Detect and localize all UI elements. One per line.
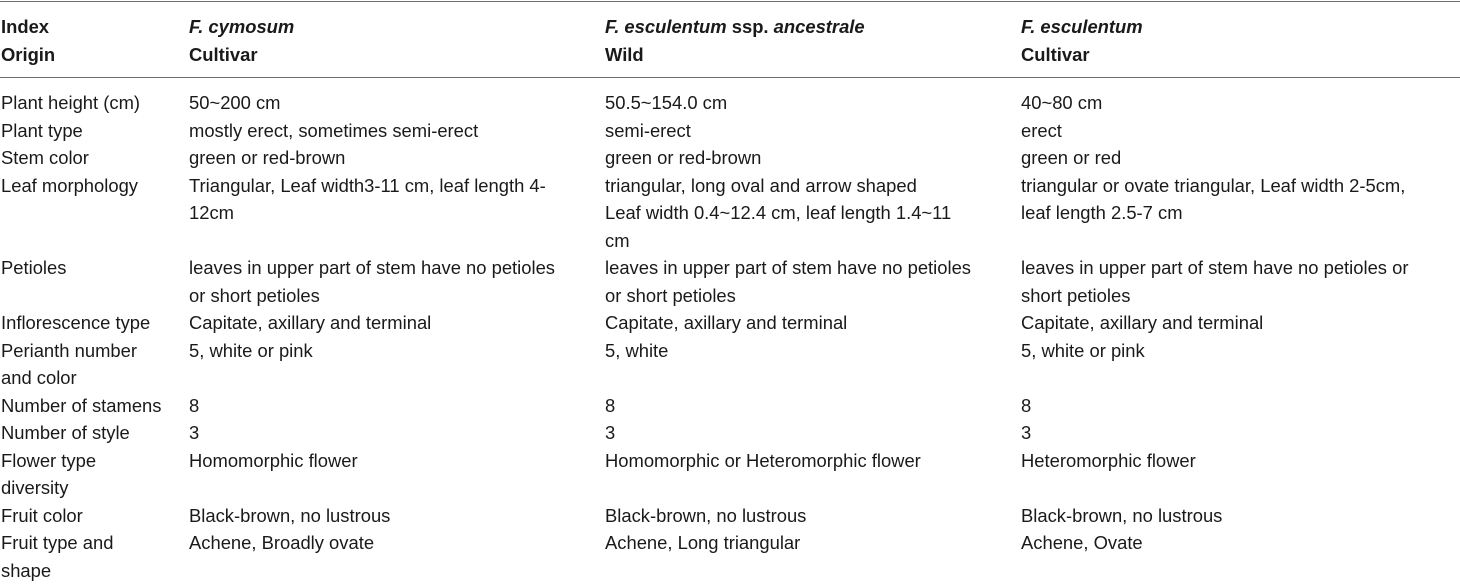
header-index-origin <box>1 13 189 68</box>
cell-index-text: shape <box>1 557 189 584</box>
cell-index-text: Flower type <box>1 447 189 475</box>
cell-cymosum-text: mostly erect, sometimes semi-erect <box>189 117 604 145</box>
cell-esculentum <box>1021 144 1453 172</box>
cell-esculentum <box>1021 89 1453 117</box>
cell-index <box>1 392 189 420</box>
cell-esculentum-text: Achene, Ovate <box>1021 529 1453 557</box>
cell-index-text: Number of stamens <box>1 392 189 420</box>
table-top-rule <box>0 1 1460 2</box>
header-species-esculentum: F. esculentum <box>1021 16 1143 37</box>
cell-index <box>1 502 189 530</box>
cell-index <box>1 144 189 172</box>
cell-ancestrale <box>605 172 1020 255</box>
cell-ancestrale <box>605 502 1020 530</box>
header-origin-esculentum: Cultivar <box>1021 41 1453 69</box>
cell-ancestrale <box>605 419 1020 447</box>
cell-cymosum <box>189 392 604 420</box>
cell-ancestrale <box>605 309 1020 337</box>
cell-esculentum-text: triangular or ovate triangular, Leaf width 2-5cm, <box>1021 172 1453 200</box>
cell-index <box>1 117 189 145</box>
cell-esculentum-text: Heteromorphic flower <box>1021 447 1453 475</box>
cell-cymosum-text: or short petioles <box>189 282 604 310</box>
cell-cymosum <box>189 254 604 309</box>
cell-cymosum-text: Black-brown, no lustrous <box>189 502 604 530</box>
cell-cymosum-text: Homomorphic flower <box>189 447 604 475</box>
header-origin-ancestrale: Wild <box>605 41 1020 69</box>
cell-index <box>1 89 189 117</box>
cell-ancestrale-text: Homomorphic or Heteromorphic flower <box>605 447 1020 475</box>
cell-ancestrale-text: leaves in upper part of stem have no petioles <box>605 254 1020 282</box>
cell-ancestrale-text: green or red-brown <box>605 144 1020 172</box>
cell-ancestrale <box>605 392 1020 420</box>
cell-cymosum <box>189 337 604 365</box>
header-subspecies-ancestrale: ancestrale <box>774 16 865 37</box>
cell-cymosum <box>189 89 604 117</box>
cell-index-text: Plant height (cm) <box>1 89 189 117</box>
cell-esculentum <box>1021 502 1453 530</box>
header-col-esculentum <box>1021 13 1453 68</box>
cell-index-text: Number of style <box>1 419 189 447</box>
cell-ancestrale <box>605 89 1020 117</box>
cell-cymosum-text: Capitate, axillary and terminal <box>189 309 604 337</box>
cell-index-text: Inflorescence type <box>1 309 189 337</box>
cell-cymosum-text: 12cm <box>189 199 604 227</box>
cell-ancestrale-text: cm <box>605 227 1020 255</box>
cell-cymosum-text: 8 <box>189 392 604 420</box>
cell-esculentum-text: 8 <box>1021 392 1453 420</box>
cell-esculentum-text: erect <box>1021 117 1453 145</box>
cell-index <box>1 529 189 584</box>
cell-ancestrale-text: Black-brown, no lustrous <box>605 502 1020 530</box>
cell-ancestrale <box>605 337 1020 365</box>
cell-index-text: Fruit type and <box>1 529 189 557</box>
cell-esculentum-text: leaves in upper part of stem have no petioles or <box>1021 254 1453 282</box>
cell-esculentum <box>1021 447 1453 475</box>
cell-esculentum-text: 3 <box>1021 419 1453 447</box>
cell-ancestrale <box>605 144 1020 172</box>
cell-index <box>1 172 189 200</box>
cell-cymosum-text: 3 <box>189 419 604 447</box>
cell-index-text: Perianth number <box>1 337 189 365</box>
cell-cymosum <box>189 502 604 530</box>
cell-cymosum <box>189 117 604 145</box>
header-col-cymosum <box>189 13 604 68</box>
cell-esculentum <box>1021 392 1453 420</box>
header-species-ancestrale: F. esculentum <box>605 16 727 37</box>
cell-esculentum-text: leaf length 2.5-7 cm <box>1021 199 1453 227</box>
cell-esculentum <box>1021 419 1453 447</box>
cell-index-text: Petioles <box>1 254 189 282</box>
cell-index <box>1 254 189 282</box>
header-origin-cymosum: Cultivar <box>189 41 604 69</box>
cell-cymosum-text: 5, white or pink <box>189 337 604 365</box>
cell-esculentum-text: green or red <box>1021 144 1453 172</box>
cell-ancestrale-text: 50.5~154.0 cm <box>605 89 1020 117</box>
cell-ancestrale-text: 5, white <box>605 337 1020 365</box>
cell-index <box>1 337 189 392</box>
cell-esculentum <box>1021 117 1453 145</box>
cell-index-text: Leaf morphology <box>1 172 189 200</box>
cell-index-text: Stem color <box>1 144 189 172</box>
cell-esculentum-text: 40~80 cm <box>1021 89 1453 117</box>
cell-esculentum <box>1021 529 1453 557</box>
header-ssp-ancestrale: ssp. <box>727 16 774 37</box>
cell-index-text: Fruit color <box>1 502 189 530</box>
cell-cymosum-text: Achene, Broadly ovate <box>189 529 604 557</box>
cell-ancestrale-text: 8 <box>605 392 1020 420</box>
cell-cymosum <box>189 419 604 447</box>
cell-index-text: diversity <box>1 474 189 502</box>
cell-ancestrale <box>605 254 1020 309</box>
cell-ancestrale <box>605 117 1020 145</box>
cell-ancestrale-text: Achene, Long triangular <box>605 529 1020 557</box>
cell-cymosum-text: Triangular, Leaf width3-11 cm, leaf length 4- <box>189 172 604 200</box>
cell-index <box>1 447 189 502</box>
cell-cymosum-text: leaves in upper part of stem have no petioles <box>189 254 604 282</box>
cell-esculentum <box>1021 172 1453 227</box>
cell-ancestrale-text: or short petioles <box>605 282 1020 310</box>
cell-cymosum-text: green or red-brown <box>189 144 604 172</box>
cell-ancestrale <box>605 529 1020 557</box>
cell-esculentum-text: 5, white or pink <box>1021 337 1453 365</box>
cell-cymosum <box>189 172 604 227</box>
header-origin-label: Origin <box>1 41 189 69</box>
cell-index-text: and color <box>1 364 189 392</box>
header-col-ancestrale <box>605 13 1020 68</box>
cell-esculentum <box>1021 337 1453 365</box>
cell-cymosum-text: 50~200 cm <box>189 89 604 117</box>
cell-esculentum <box>1021 309 1453 337</box>
header-species-cymosum: F. cymosum <box>189 16 294 37</box>
cell-cymosum <box>189 144 604 172</box>
cell-ancestrale-text: Capitate, axillary and terminal <box>605 309 1020 337</box>
cell-ancestrale-text: 3 <box>605 419 1020 447</box>
cell-esculentum-text: Capitate, axillary and terminal <box>1021 309 1453 337</box>
cell-esculentum-text: Black-brown, no lustrous <box>1021 502 1453 530</box>
cell-esculentum <box>1021 254 1453 309</box>
cell-ancestrale-text: triangular, long oval and arrow shaped <box>605 172 1020 200</box>
cell-cymosum <box>189 529 604 557</box>
cell-ancestrale <box>605 447 1020 475</box>
cell-cymosum <box>189 309 604 337</box>
cell-cymosum <box>189 447 604 475</box>
cell-index <box>1 309 189 337</box>
cell-index <box>1 419 189 447</box>
cell-esculentum-text: short petioles <box>1021 282 1453 310</box>
cell-index-text: Plant type <box>1 117 189 145</box>
cell-ancestrale-text: Leaf width 0.4~12.4 cm, leaf length 1.4~11 <box>605 199 1020 227</box>
table-header-rule <box>0 77 1460 78</box>
header-index-label: Index <box>1 13 189 41</box>
cell-ancestrale-text: semi-erect <box>605 117 1020 145</box>
